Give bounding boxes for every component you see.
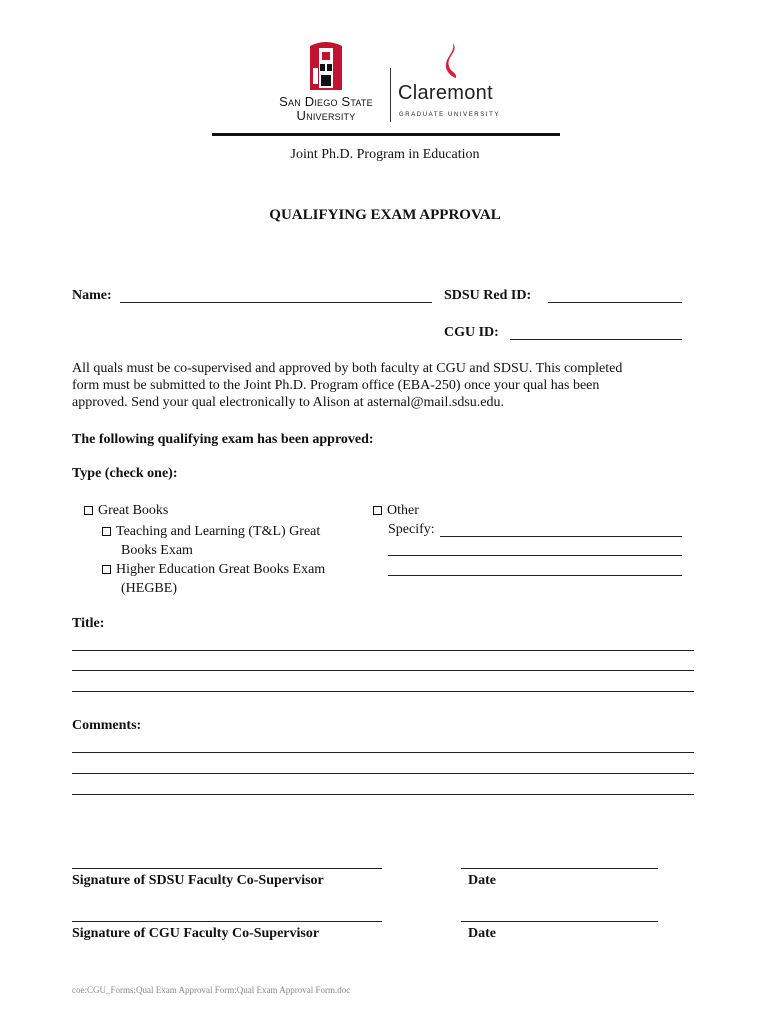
great-books-checkbox[interactable] — [84, 506, 93, 515]
sdsu-id-field[interactable] — [548, 302, 682, 303]
cgu-logo-subtitle: GRADUATE UNIVERSITY — [399, 112, 500, 118]
cgu-flame-icon — [442, 42, 462, 82]
type-label: Type (check one): — [72, 466, 178, 481]
footer-path: coe:CGU_Forms:Qual Exam Approval Form:Qual Exam Approval Form.doc — [72, 985, 351, 995]
comments-field-1[interactable] — [72, 752, 694, 753]
specify-field-3[interactable] — [388, 575, 682, 576]
program-name: Joint Ph.D. Program in Education — [290, 147, 480, 162]
logo-divider — [390, 68, 391, 122]
cgu-date-label: Date — [468, 926, 496, 941]
sdsu-tower-icon — [308, 40, 344, 92]
tl-checkbox[interactable] — [102, 527, 111, 536]
cgu-id-field[interactable] — [510, 339, 682, 340]
title-label: Title: — [72, 616, 105, 631]
cgu-logo — [398, 42, 508, 122]
sdsu-signature-label: Signature of SDSU Faculty Co-Supervisor — [72, 873, 324, 888]
comments-label: Comments: — [72, 718, 142, 733]
other-label: Other — [387, 503, 419, 518]
hegbe-label-line2: (HEGBE) — [121, 581, 177, 596]
sdsu-logo-line1: San Diego State — [279, 94, 373, 109]
specify-label: Specify: — [388, 522, 435, 537]
sdsu-date-field[interactable] — [461, 868, 658, 869]
instructions-line-2: form must be submitted to the Joint Ph.D. Program office (EBA-250) once your qual has been — [72, 378, 600, 393]
specify-field-2[interactable] — [388, 555, 682, 556]
cgu-id-label: CGU ID: — [444, 325, 499, 340]
option-tl-great-books[interactable] — [102, 524, 320, 540]
approved-statement: The following qualifying exam has been approved: — [72, 432, 374, 447]
cgu-signature-label: Signature of CGU Faculty Co-Supervisor — [72, 926, 320, 941]
hegbe-checkbox[interactable] — [102, 565, 111, 574]
option-hegbe[interactable] — [102, 562, 325, 578]
instructions-line-1: All quals must be co-supervised and approved by both faculty at CGU and SDSU. This completed — [72, 361, 623, 376]
comments-field-3[interactable] — [72, 794, 694, 795]
tl-label-line2: Books Exam — [121, 543, 193, 558]
option-great-books[interactable] — [84, 503, 168, 519]
name-field[interactable] — [120, 302, 432, 303]
great-books-label: Great Books — [98, 503, 169, 518]
form-title: QUALIFYING EXAM APPROVAL — [269, 207, 501, 223]
option-other[interactable] — [373, 503, 419, 519]
cgu-logo-name: Claremont — [398, 82, 493, 104]
sdsu-date-label: Date — [468, 873, 496, 888]
specify-field-1[interactable] — [440, 536, 682, 537]
hegbe-label-line1: Higher Education Great Books Exam — [116, 562, 326, 577]
cgu-signature-field[interactable] — [72, 921, 382, 922]
tl-label-line1: Teaching and Learning (T&L) Great — [116, 524, 321, 539]
other-checkbox[interactable] — [373, 506, 382, 515]
title-field-3[interactable] — [72, 691, 694, 692]
name-label: Name: — [72, 288, 112, 303]
header-rule — [212, 133, 560, 136]
cgu-date-field[interactable] — [461, 921, 658, 922]
sdsu-id-label: SDSU Red ID: — [444, 288, 532, 303]
comments-field-2[interactable] — [72, 773, 694, 774]
sdsu-signature-field[interactable] — [72, 868, 382, 869]
sdsu-logo-line2: University — [296, 108, 356, 123]
title-field-1[interactable] — [72, 650, 694, 651]
title-field-2[interactable] — [72, 670, 694, 671]
instructions-line-3: approved. Send your qual electronically to Alison at asternal@mail.sdsu.edu. — [72, 395, 505, 410]
sdsu-logo — [270, 40, 382, 126]
